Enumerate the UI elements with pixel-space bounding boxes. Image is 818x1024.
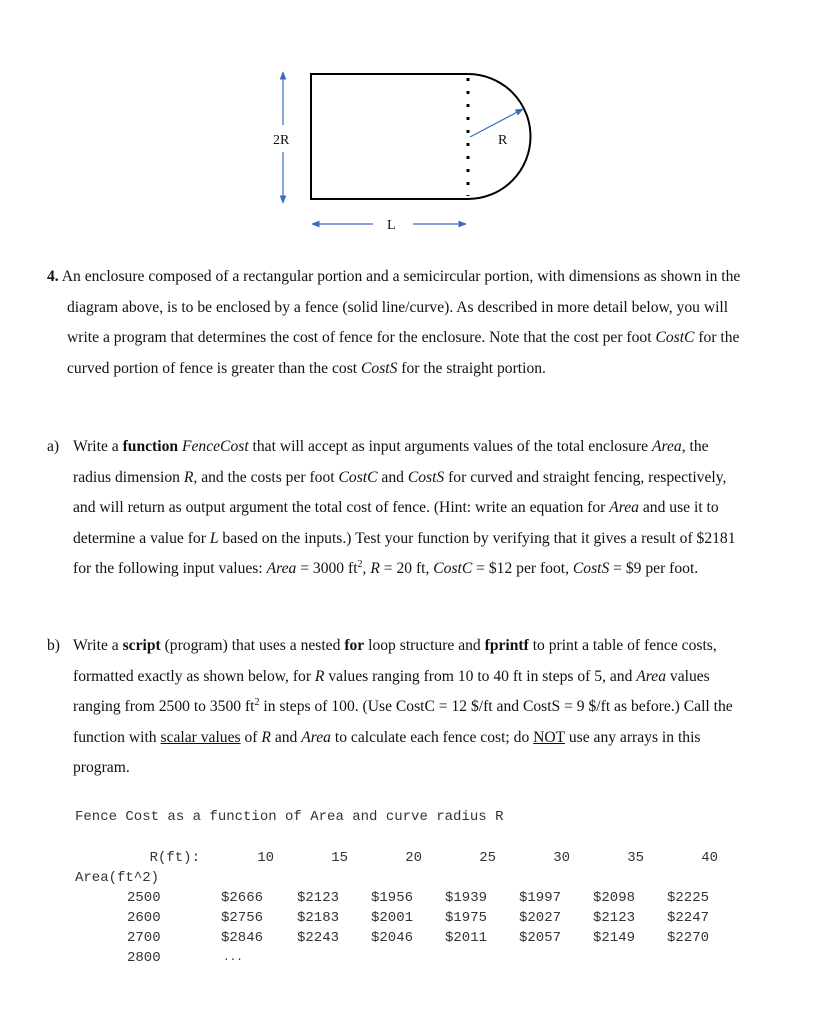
- part-a-italic: CostC: [338, 468, 378, 486]
- fence-cost: $2011: [445, 930, 488, 946]
- r-header: R(ft):: [149, 850, 200, 866]
- fence-cost: $2098: [593, 890, 636, 906]
- part-b-italic: R: [314, 667, 325, 685]
- fence-cost: $2001: [371, 910, 414, 926]
- fence-cost: $2270: [667, 930, 710, 946]
- problem-number: 4.: [47, 268, 59, 285]
- part-b-text: to print a table of fence costs, formatted exactly as shown below, for: [73, 637, 717, 685]
- fence-cost: $2225: [667, 890, 710, 906]
- fence-cost: $2666: [221, 890, 264, 906]
- fence-cost: $2046: [371, 930, 414, 946]
- part-b-italic: Area: [636, 667, 667, 685]
- fence-cost: $1975: [445, 910, 488, 926]
- part-a-italic: R: [183, 468, 194, 486]
- part-a-italic: Area: [266, 560, 297, 578]
- part-b-text: of: [240, 728, 262, 746]
- part-b-text: and: [270, 728, 302, 746]
- r-value: 35: [627, 850, 644, 866]
- part-a-text: = 20 ft,: [379, 560, 434, 578]
- fence-cost: $2846: [221, 930, 264, 946]
- part-b-bold: for: [344, 637, 365, 654]
- part-a-text: = $12 per foot,: [472, 560, 573, 578]
- part-a-italic: Area: [609, 499, 639, 517]
- part-b-italic: Area: [301, 728, 331, 746]
- part-b-text: to calculate each fence cost; do: [330, 728, 534, 746]
- intro-text: for the straight portion.: [397, 359, 546, 377]
- r-value: 10: [257, 850, 274, 866]
- problem-intro: [47, 262, 747, 384]
- part-a-text: ,: [362, 560, 371, 578]
- fence-cost: $2123: [297, 890, 340, 906]
- part-b-text: use any arrays in this program.: [73, 728, 701, 777]
- fence-cost: $2027: [519, 910, 562, 926]
- area-value: 2600: [127, 910, 161, 926]
- part-a-text: that will accept as input arguments values of the total enclosure: [248, 438, 652, 455]
- fence-cost: $2756: [221, 910, 264, 926]
- part-a-italic: CostC: [433, 560, 473, 578]
- r-value: 15: [331, 850, 348, 866]
- part-a-text: = 3000 ft: [296, 560, 358, 578]
- part-b-text: values ranging from 2500 to 3500 ft: [73, 667, 710, 716]
- fence-rectangle: [311, 74, 468, 199]
- fence-cost: $2247: [667, 910, 710, 926]
- length-label: L: [387, 218, 396, 233]
- part-b-bold: script: [122, 637, 161, 654]
- part-b-underline: scalar values: [160, 728, 241, 746]
- fence-cost: $2149: [593, 930, 636, 946]
- part-a-italic: R: [370, 560, 380, 578]
- part-a-label: a): [47, 438, 60, 455]
- fence-cost: $2183: [297, 910, 340, 926]
- fence-cost: $1939: [445, 890, 488, 906]
- table-title: Fence Cost as a function of Area and curve radius R: [75, 809, 504, 825]
- area-value: 2800: [127, 950, 161, 966]
- part-a-text: for curved and straight fencing, respectively, and will return as output argument the total cost of fence. (Hint: write an equation for: [73, 468, 727, 517]
- part-a-italic: L: [209, 529, 219, 547]
- intro-costs: CostS: [361, 359, 398, 377]
- continuation-ellipsis: ...: [223, 952, 243, 964]
- fence-cost: $1956: [371, 890, 414, 906]
- part-a-bold: function: [122, 438, 179, 455]
- part-b-text: (program) that uses a nested: [160, 637, 345, 654]
- part-b: [47, 631, 747, 784]
- intro-text: An enclosure composed of a rectangular portion and a semicircular portion, with dimensions as shown in the diagram above, is to be enclosed by a fence (solid line/curve). As described in more detail below, you will write a program that determines the cost of fence for the enclosure. Note that the cost per foot: [61, 268, 741, 347]
- part-a-italic: CostS: [572, 560, 610, 578]
- intro-costc: CostC: [655, 329, 695, 347]
- area-value: 2700: [127, 930, 161, 946]
- part-b-label: b): [47, 637, 60, 654]
- part-a-text: based on the inputs.) Test your function by verifying that it gives a result of $2181 for the following input values:: [73, 529, 736, 578]
- part-b-text: in steps of 100. (Use CostC = 12 $/ft and CostS = 9 $/ft as before.) Call the function with: [73, 698, 733, 746]
- height-label: 2R: [273, 133, 290, 148]
- radius-arrow: [470, 109, 523, 137]
- r-value: 40: [701, 850, 718, 866]
- radius-label: R: [498, 133, 508, 148]
- r-value: 20: [405, 850, 422, 866]
- r-value: 30: [553, 850, 570, 866]
- part-a-sup: 2: [357, 559, 363, 571]
- part-a-text: , the radius dimension: [73, 438, 709, 486]
- r-value: 25: [479, 850, 496, 866]
- part-a-italic: CostS: [407, 468, 445, 486]
- part-a-text: Write a: [73, 438, 123, 455]
- part-a-text: = $9 per foot.: [609, 560, 699, 578]
- part-a-italic: Area: [651, 438, 682, 455]
- fence-cost: $2243: [297, 930, 340, 946]
- part-a-text: and use it to determine a value for: [73, 499, 719, 547]
- part-b-text: Write a: [73, 637, 123, 654]
- fence-cost: $2057: [519, 930, 562, 946]
- part-b-italic: R: [261, 728, 271, 746]
- part-b-underline: NOT: [533, 728, 565, 746]
- area-header: Area(ft^2): [75, 870, 160, 886]
- part-b-text: loop structure and: [364, 637, 485, 654]
- part-b-sup: 2: [254, 697, 260, 708]
- intro-text: for the curved portion of fence is greater than the cost: [67, 329, 740, 377]
- part-a-text: and: [377, 468, 408, 486]
- enclosure-diagram: [0, 0, 818, 260]
- part-b-bold: fprintf: [484, 637, 529, 654]
- fence-cost: $1997: [519, 890, 562, 906]
- part-b-text: values ranging from 10 to 40 ft in steps of 5, and: [324, 667, 637, 685]
- area-value: 2500: [127, 890, 161, 906]
- part-a-text: , and the costs per foot: [193, 468, 339, 486]
- part-a-italic: FenceCost: [181, 438, 249, 455]
- fence-cost: $2123: [593, 910, 636, 926]
- part-a: [47, 432, 747, 585]
